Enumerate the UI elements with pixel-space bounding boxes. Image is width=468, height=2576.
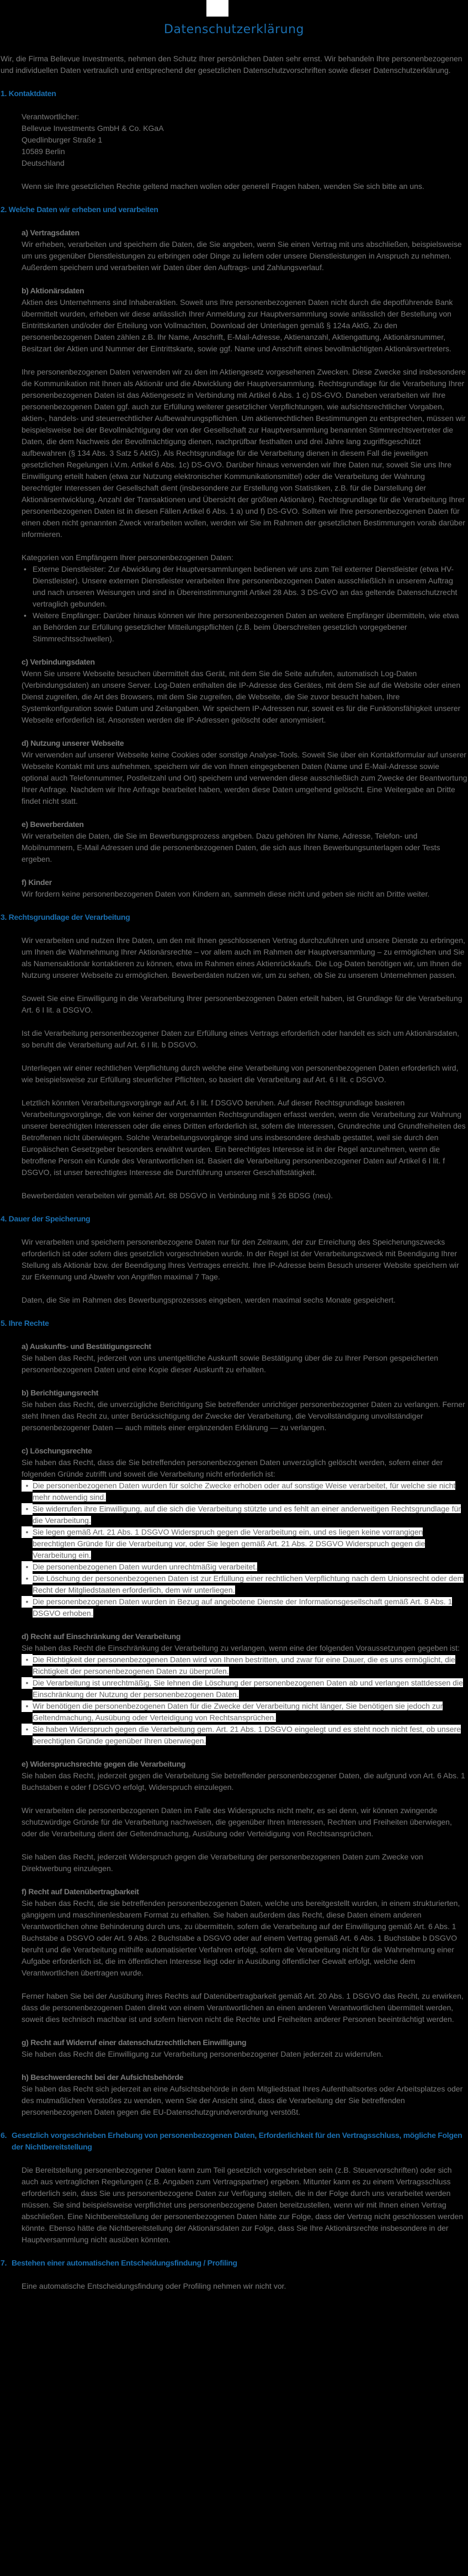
subsection-text: Sie haben das Recht, dass die Sie betreffenden personenbezogenen Daten unverzüglich gelöscht werden, sofern einer der folgenden Gründe zutrifft und soweit die Verarbeitung nicht erforderlich ist: xyxy=(22,1458,443,1478)
bullet-icon: • xyxy=(22,1561,33,1573)
bullet-icon: • xyxy=(22,1596,33,1608)
subsection-connection-data xyxy=(22,656,467,726)
contact-line: Quedlinburger Straße 1 xyxy=(22,135,103,144)
list-item: • Sie haben Widerspruch gegen die Verarbeitung gem. Art. 21 Abs. 1 DSGVO eingelegt und es steht noch nicht fest, ob unsere berechtigten Gründe gegenüber Ihren überwiegen. xyxy=(33,1724,467,1747)
paragraph: Soweit Sie eine Einwilligung in die Verarbeitung Ihrer personenbezogenen Daten erteilt haben, ist Grundlage für die Verarbeitung Art. 6 I lit. a DSGVO. xyxy=(22,994,462,1014)
paragraph: Eine automatische Entscheidungsfindung oder Profiling nehmen wir nicht vor. xyxy=(22,2282,286,2290)
recipients-label: Kategorien von Empfängern Ihrer personenbezogenen Daten: xyxy=(22,553,233,562)
section-heading-profiling xyxy=(1,2257,467,2269)
bullet-icon: • xyxy=(24,611,26,620)
bullet-icon: • xyxy=(22,1480,33,1492)
right-complaint xyxy=(22,2072,467,2118)
subsection-text: Wir fordern keine personenbezogenen Daten von Kindern an, sammeln diese nicht und geben sie nicht an Dritte weiter. xyxy=(22,889,430,898)
subsection-title: h) Beschwerderecht bei der Aufsichtsbehörde xyxy=(22,2073,184,2082)
right-withdraw-consent xyxy=(22,2037,467,2060)
section-statutory xyxy=(1,2164,467,2246)
subsection-title: c) Verbindungsdaten xyxy=(22,657,95,666)
contact-line: Deutschland xyxy=(22,159,65,167)
section-heading-rights: 5. Ihre Rechte xyxy=(1,1319,49,1327)
list-item: • Externe Dienstleister: Zur Abwicklung der Hauptversammlungen bedienen wir uns zum Teil externer Dienstleister (etwa HV-Dienstleister). Unsere externen Dienstleister verarbeiten Ihre personenbezogenen Daten ausschließlich in unserem Auftrag und nach unseren Weisungen und sind in Übereinstimmungmit Artikel 28 Abs. 3 DS-GVO an das geltende Datenschutzrecht vertraglich gebunden. xyxy=(24,565,458,608)
list-item: • Die Löschung der personenbezogenen Daten ist zur Erfüllung einer rechtlichen Verpflichtung nach dem Unionsrecht oder dem Recht der Mitgliedstaaten erforderlich, dem wir unterliegen. xyxy=(33,1573,467,1596)
subsection-title: e) Bewerberdaten xyxy=(22,820,84,829)
subsection-text: Wir verarbeiten die personenbezogenen Daten im Falle des Widerspruchs nicht mehr, es sei denn, wir können zwingende schutzwürdige Gründe für die Verarbeitung nachweisen, die gegenüber Ihren Interessen, Rechten und Freiheiten überwiegen, oder die Verarbeitung dient der Geltendmachung, Ausübung oder Verteidigung von Rechtsansprüchen. xyxy=(22,1806,452,1838)
paragraph: Wir verarbeiten und speichern personenbezogene Daten nur für den Zeitraum, der zur Erreichung des Speicherungszwecks erforderlich ist oder sofern dies gesetzlich vorgeschrieben wurde. In der Regel ist der Verarbeitungszweck mit Beendigung Ihrer Stellung als Aktionär bzw. der Beendigung Ihres Vertrages erreicht. Ihre IP-Adresse beim Besuch unserer Website speichern wir zur Erkennung und Abwehr von Angriffen maximal 7 Tage. xyxy=(22,1237,459,1281)
section-heading-legal-basis: 3. Rechtsgrundlage der Verarbeitung xyxy=(1,913,130,921)
contact-line: Bellevue Investments GmbH & Co. KGaA xyxy=(22,124,164,133)
subsection-text: Sie haben das Recht, jederzeit von uns unentgeltliche Auskunft sowie Bestätigung über die zu Ihrer Person gespeicherten personenbezogenen Daten und eine Kopie dieser Auskunft zu erhalten. xyxy=(22,1353,438,1374)
restriction-conditions-list xyxy=(22,1654,467,1747)
list-item: • Sie widerrufen ihre Einwilligung, auf die sich die Verarbeitung stützte und es fehlt an einer anderweitigen Rechtsgrundlage für die Verarbeitung. xyxy=(33,1503,467,1526)
contact-line: Verantwortlicher: xyxy=(22,112,79,121)
subsection-title: a) Vertragsdaten xyxy=(22,228,79,237)
subsection-text: Wir verwenden auf unserer Webseite keine Cookies oder sonstige Analyse-Tools. Soweit Sie über ein Kontaktformular auf unserer Webseite Kontakt mit uns aufnehmen, speichern wir die von Ihnen eingegebenen Daten (Name und E-Mail-Adresse sowie optional auch Telefonnummer, Postleitzahl und Ort) speichern und verwenden diese ausschließlich zum Zwecke der Beantwortung Ihrer Anfrage. Nachdem wir Ihre Anfrage bearbeitet haben, werden diese Daten umgehend gelöscht. Eine Weitergabe an Dritte findet nicht statt. xyxy=(22,750,467,805)
subsection-contract-data xyxy=(22,227,467,273)
paragraph: Unterliegen wir einer rechtlichen Verpflichtung durch welche eine Verarbeitung von personenbezogenen Daten erforderlich wird, wie beispielsweise zur Erfüllung steuerlicher Pflichten, so basiert die Verarbeitung auf Art. 6 I lit. c DSGVO. xyxy=(22,1063,459,1084)
intro-paragraph: Wir, die Firma Bellevue Investments, nehmen den Schutz Ihrer persönlichen Daten sehr ernst. Wir behandeln Ihre personenbezogenen und individuellen Daten vertraulich und entsprechend der gesetzlichen Datenschutzvorschriften sowie dieser Datenschutzerklärung. xyxy=(1,54,462,75)
subsection-text: Sie haben das Recht die Einschränkung der Verarbeitung zu verlangen, wenn eine der folgenden Voraussetzungen gegeben ist: xyxy=(22,1643,460,1652)
paragraph: Bewerberdaten verarbeiten wir gemäß Art. 88 DSGVO in Verbindung mit § 26 BDSG (neu). xyxy=(22,1191,333,1200)
paragraph: Letztlich könnten Verarbeitungsvorgänge auf Art. 6 I lit. f DSGVO beruhen. Auf dieser Rechtsgrundlage basieren Verarbeitungsvorgänge, die von keiner der vorgenannten Rechtsgrundlagen erfasst werden, wenn die Verarbeitung zur Wahrung unserer berechtigten Interessen oder die eines Dritten erforderlich ist, sofern die Interessen, Grundrechte und Grundfreiheiten des Betroffenen nicht überwiegen. Solche Verarbeitungsvorgänge sind uns insbesondere deshalb gestattet, weil sie durch den Europäischen Gesetzgeber besonders erwähnt wurden. Ein berechtigtes Interesse ist in der Regel anzunehmen, wenn die betroffene Person ein Kunde des Verantwortlichen ist. Basiert die Verarbeitung personenbezogener Daten auf Artikel 6 I lit. f DSGVO, ist unser berechtigtes Interesse die Durchführung unserer Geschäftstätigkeit. xyxy=(22,1098,466,1177)
subsection-title: f) Kinder xyxy=(22,878,52,887)
list-item: • Weitere Empfänger: Darüber hinaus können wir Ihre personenbezogenen Daten an weitere Empfänger übermitteln, wie etwa an Behörden zur Erfüllung gesetzlicher Mitteilungspflichten (z.B. beim Überschreiten gesetzlich vorgegebener Stimmrechtsschwellen). xyxy=(24,611,459,643)
bullet-icon: • xyxy=(22,1526,33,1538)
subsection-text: Wenn Sie unsere Webseite besuchen übermittelt das Gerät, mit dem Sie die Seite aufrufen, automatisch Log-Daten (Verbindungsdaten) an unsere Server. Log-Daten enthalten die IP-Adresse des Gerätes, mit dem Sie auf die Website oder einen Dienst zugreifen, die Art des Browsers, mit dem Sie zugreifen, die Webseite, die Sie zuvor besucht haben, Ihre Systemkonfiguration sowie Datum und Zeitangaben. Wir speichern IP-Adressen nur, soweit es für die Funktionsfähigkeit unserer Webseite erforderlich ist. Ansonsten werden die IP-Adressen gelöscht oder anonymisiert. xyxy=(22,669,461,724)
section-heading-contact: 1. Kontaktdaten xyxy=(1,89,56,98)
list-item: • Die Verarbeitung ist unrechtmäßig, Sie lehnen die Löschung der personenbezogenen Daten ab und verlangen stattdessen die Einschränkung der Nutzung der personenbezogenen Daten. xyxy=(33,1677,467,1700)
subsection-text: Sie haben das Recht die Einwilligung zur Verarbeitung personenbezogener Daten jederzeit zu widerrufen. xyxy=(22,2050,384,2058)
list-item: • Die personenbezogenen Daten wurden unrechtmäßig verarbeitet. xyxy=(33,1561,467,1573)
subsection-text: Ferner haben Sie bei der Ausübung ihres Rechts auf Datenübertragbarkeit gemäß Art. 20 Abs. 1 DSGVO das Recht, zu erwirken, dass die personenbezogenen Daten direkt von einem Verantwortlichen an einen anderen Verantwortlichen übermittelt werden, soweit dies technisch machbar ist und sofern hiervon nicht die Rechte und Freiheiten anderer Personen beeinträchtigt werden. xyxy=(22,1992,464,2024)
subsection-title: c) Löschungsrechte xyxy=(22,1446,92,1455)
subsection-text: Wir verarbeiten die Daten, die Sie im Bewerbungsprozess angeben. Dazu gehören Ihr Name, Adresse, Telefon- und Mobilnummern, E-Mail Adressen und die personenbezogenen Daten, die sich aus Ihren Bewerbungsunterlagen oder Tests ergeben. xyxy=(22,831,440,863)
bullet-icon: • xyxy=(22,1573,33,1584)
subsection-text: Sie haben das Recht, die unverzügliche Berichtigung Sie betreffender unrichtiger personenbezogener Daten zu verlangen. Ferner steht Ihnen das Recht zu, unter Berücksichtigung der Zwecke der Verarbeitung, die Vervollständigung unvollständiger personenbezogener Daten — auch mittels einer ergänzenden Erklärung — zu verlangen. xyxy=(22,1400,465,1432)
bullet-icon: • xyxy=(24,565,26,573)
paragraph: Daten, die Sie im Rahmen des Bewerbungsprozesses eingeben, werden maximal sechs Monate gespeichert. xyxy=(22,1295,396,1304)
bullet-icon: • xyxy=(22,1503,33,1515)
subsection-shareholder-data xyxy=(22,285,467,645)
subsection-title: b) Berichtigungsrecht xyxy=(22,1388,99,1397)
right-information xyxy=(22,1341,467,1376)
list-item: • Sie legen gemäß Art. 21 Abs. 1 DSGVO Widerspruch gegen die Verarbeitung ein, und es liegen keine vorrangigen berechtigten Gründe für die Verarbeitung vor, oder Sie legen gemäß Art. 21 Abs. 2 DSGVO Widerspruch gegen die Verarbeitung ein. xyxy=(33,1526,467,1561)
right-rectification xyxy=(22,1387,467,1434)
bullet-icon: • xyxy=(22,1700,33,1712)
section-data xyxy=(1,227,467,900)
right-portability xyxy=(22,1886,467,2025)
subsection-title: f) Recht auf Datenübertragbarkeit xyxy=(22,1887,139,1896)
subsection-title: d) Nutzung unserer Webseite xyxy=(22,739,124,747)
list-item: • Wir benötigen die personenbezogenen Daten für die Zwecke der Verarbeitung nicht länger, Sie benötigen sie jedoch zur Geltendmachung, Ausübung oder Verteidigung von Rechtsansprüchen. xyxy=(33,1700,467,1724)
erasure-reasons-list xyxy=(22,1480,467,1619)
subsection-website-usage xyxy=(22,737,467,807)
recipients-list xyxy=(22,563,467,645)
list-item: • Die personenbezogenen Daten wurden für solche Zwecke erhoben oder auf sonstige Weise verarbeitet, für welche sie nicht mehr notwendig sind. xyxy=(33,1480,467,1503)
subsection-text: Wir erheben, verarbeiten und speichern die Daten, die Sie angeben, wenn Sie einen Vertrag mit uns abschließen, beispielsweise um uns gegenüber Dienstleistungen zu erbringen oder Dinge zu liefern oder unsere Dienstleistungen in Anspruch zu nehmen. Außerdem speichern und verarbeiten wir Daten über den Auftrags- und Zahlungsverlauf. xyxy=(22,240,462,272)
subsection-title: d) Recht auf Einschränkung der Verarbeitung xyxy=(22,1632,181,1641)
right-erasure xyxy=(22,1445,467,1619)
list-item: • Die Richtigkeit der personenbezogenen Daten wird von Ihnen bestritten, und zwar für eine Dauer, die es uns ermöglicht, die Richtigkeit der personenbezogenen Daten zu überprüfen. xyxy=(33,1654,467,1677)
subsection-applicant-data xyxy=(22,819,467,865)
section-legal-basis xyxy=(1,935,467,1202)
subsection-text: Sie haben das Recht, jederzeit Widerspruch gegen die Verarbeitung der personenbezogenen Daten zum Zwecke von Direktwerbung einzulegen. xyxy=(22,1852,423,1873)
right-restriction xyxy=(22,1631,467,1747)
contact-address xyxy=(22,111,467,169)
bullet-icon: • xyxy=(22,1677,33,1689)
section-heading-storage-duration: 4. Dauer der Speicherung xyxy=(1,1214,91,1223)
section-heading-text: Gesetzlich vorgeschrieben Erhebung von personenbezogenen Daten, Erforderlichkeit für den Vertragsschluss, mögliche Folgen der Nichtbereitstellung xyxy=(12,2131,462,2151)
list-item: • Die personenbezogenen Daten wurden in Bezug auf angebotene Dienste der Informationsgesellschaft gemäß Art. 8 Abs. 1 DSGVO erhoben. xyxy=(33,1596,467,1619)
right-objection xyxy=(22,1758,467,1874)
paragraph: Ist die Verarbeitung personenbezogener Daten zur Erfüllung eines Vertrags erforderlich oder handelt es sich um Aktionärsdaten, so beruht die Verarbeitung auf Art. 6 I lit. b DSGVO. xyxy=(22,1029,460,1049)
section-contact xyxy=(1,111,467,192)
subsection-text: Sie haben das Recht sich jederzeit an eine Aufsichtsbehörde in dem Mitgliedstaat Ihres Aufenthaltsortes oder Arbeitsplatzes oder des mutmaßlichen Verstoßes zu wenden, wenn Sie der Ansicht sind, dass die Verarbeitung der Sie betreffenden personenbezogenen Daten gegen die EU-Datenschutzgrundverordnung verstößt. xyxy=(22,2084,463,2116)
contact-note: Wenn sie Ihre gesetzlichen Rechte geltend machen wollen oder generell Fragen haben, wenden Sie sich bitte an uns. xyxy=(22,182,424,191)
section-heading-statutory xyxy=(1,2130,467,2153)
bullet-icon: • xyxy=(22,1724,33,1735)
subsection-text: Sie haben das Recht, die sie betreffenden personenbezogenen Daten, welche uns bereitgestellt wurden, in einem strukturierten, gängigem und maschinenlesbarem Format zu erhalten. Sie haben außerdem das Recht, diese Daten einem anderen Verantwortlichen ohne Behinderung durch uns, zu übermitteln, sofern die Verarbeitung auf der Einwilligung gemäß Art. 6 Abs. 1 Buchstabe a DSGVO oder Art. 9 Abs. 2 Buchstabe a DSGVO oder auf einem Vertrag gemäß Art. 6 Abs. 1 Buchstabe b DSGVO beruht und die Verarbeitung mithilfe automatisierter Verfahren erfolgt, sofern die Verarbeitung nicht für die Wahrnehmung einer Aufgabe erforderlich ist, die im öffentlichen Interesse liegt oder in Ausübung öffentlicher Gewalt erfolgt, welche dem Verantwortlichen übertragen wurde. xyxy=(22,1899,460,1977)
contact-line: 10589 Berlin xyxy=(22,147,65,156)
page-title: Datenschutzerklärung xyxy=(164,23,304,36)
section-heading-data: 2. Welche Daten wir erheben und verarbeiten xyxy=(1,205,158,214)
section-storage-duration xyxy=(1,1236,467,1306)
subsection-children xyxy=(22,877,467,900)
section-number: 7. xyxy=(1,2258,7,2267)
subsection-title: g) Recht auf Widerruf einer datenschutzrechtlichen Einwilligung xyxy=(22,2038,247,2047)
paragraph: Wir verarbeiten und nutzen Ihre Daten, um den mit Ihnen geschlossenen Vertrag durchzuführen und unsere Dienste zu erbringen, um Ihnen die Wahrnehmung Ihrer Aktionärsrechte – vor allem auch im Rahmen der Hauptversammlung – zu ermöglichen und Sie als Namensaktionär kontaktieren zu können, etwa im Rahmen eines Aktienrückkaufs. Die Log-Daten benötigen wir, um Ihnen die Nutzung unserer Webseite zu ermöglichen. Bewerberdaten nutzen wir, um zu sehen, ob Sie zu unserem Unternehmen passen. xyxy=(22,936,465,979)
subsection-title: a) Auskunfts- und Bestätigungsrecht xyxy=(22,1342,151,1351)
bullet-icon: • xyxy=(22,1654,33,1666)
section-heading-text: Bestehen einer automatischen Entscheidungsfindung / Profiling xyxy=(12,2258,237,2267)
section-profiling xyxy=(1,2280,467,2292)
subsection-text: Aktien des Unternehmens sind Inhaberaktien. Soweit uns Ihre personenbezogenen Daten nicht durch die depotführende Bank übermittelt wurden, erheben wir diese anlässlich Ihrer Anmeldung zur Hauptversammlung sowie anlässlich der Bestellung von Eintrittskarten und/oder der Erteilung von Vollmachten, Download der Unterlagen gemäß § 124a AktG, Zu den personenbezogenen Daten zählen z.B. Ihr Name, Anschrift, E-Mail-Adresse, Aktienanzahl, Aktiengattung, Aktionärsnummer, Besitzart der Aktien und Nummer der Eintrittskarte, sowie ggf. Name und Anschrift eines bevollmächtigten Aktionärsvertreters. xyxy=(22,298,453,353)
section-rights xyxy=(1,1341,467,2118)
section-number: 6. xyxy=(1,2131,7,2140)
page-bottom-spacer xyxy=(1,2292,467,2408)
subsection-text: Sie haben das Recht, jederzeit gegen die Verarbeitung Sie betreffender personenbezogener Daten, die aufgrund von Art. 6 Abs. 1 Buchstaben e oder f DSGVO erfolgt, Widerspruch einzulegen. xyxy=(22,1771,465,1792)
logo-placeholder xyxy=(206,0,228,17)
subsection-title: e) Widerspruchsrechte gegen die Verarbeitung xyxy=(22,1760,186,1768)
subsection-text: Ihre personenbezogenen Daten verwenden wir zu den im Aktiengesetz vorgesehenen Zwecken. Diese Zwecke sind insbesondere die Kommunikation mit Ihnen als Aktionär und die Abwicklung der Hauptversammlung. Rechtsgrundlage für die Verarbeitung Ihrer personenbezogenen Daten ist das Aktiengesetz in Verbindung mit Artikel 6 Abs. 1 c) DS-GVO. Daneben verarbeiten wir Ihre personenbezogenen Daten ggf. auch zur Erfüllung weiterer gesetzlicher Verpflichtungen, wie aufsichtsrechtlicher Vorgaben, aktien-, handels- und steuerrechtlicher Aufbewahrungspflichten. Um aktienrechtlichen Bestimmungen zu entsprechen, müssen wir beispielsweise bei der Bevollmächtigung der von der Gesellschaft zur Hauptversammlung benannten Stimmrechtsvertreter die Daten, die dem Nachweis der Bevollmächtigung dienen, nachprüfbar festhalten und drei Jahre lang zugriffsgeschützt aufbewahren (§ 134 Abs. 3 Satz 5 AktG). Als Rechtsgrundlage für die Verarbeitung dienen in diesem Fall die jeweiligen gesetzlichen Regelungen i.V.m. Artikel 6 Abs. 1c) DS-GVO. Darüber hinaus verwenden wir Ihre Daten nur, soweit Sie uns Ihre Einwilligung erteilt haben (etwa zur Nutzung elektronischer Kommunikationsmittel) oder die Verarbeitung der Wahrung berechtigter Interessen der Gesellschaft dient (insbesondere zur Erstellung von Statistiken, z.B. für die Darstellung der Aktionärsentwicklung, Anzahl der Transaktionen und Übersicht der größten Aktionäre). Rechtsgrundlage für die Verarbeitung Ihrer personenbezogenen Daten ist in diesen Fällen Artikel 6 Abs. 1 a) und f) DS-GVO. Sollten wir Ihre personenbezogenen Daten für einen oben nicht genannten Zweck verarbeiten wollen, werden wir Sie im Rahmen der gesetzlichen Bestimmungen vorab darüber informieren. xyxy=(22,367,466,539)
paragraph: Die Bereitstellung personenbezogener Daten kann zum Teil gesetzlich vorgeschrieben sein (z.B. Steuervorschriften) oder sich auch aus vertraglichen Regelungen (z.B. Angaben zum Vertragspartner) ergeben. Mitunter kann es zu einem Vertragsschluss erforderlich sein, dass Sie uns personenbezogene Daten zur Verfügung stellen, die in der Folge durch uns verarbeitet werden müssen. Sie sind beispielsweise verpflichtet uns personenbezogene Daten bereitzustellen, wenn wir mit Ihnen einen Vertrag abschließen. Eine Nichtbereitstellung der personenbezogenen Daten hätte zur Folge, dass der Vertrag nicht geschlossen werden könnte. Ebenso hätte die Nichtbereitstellung der Aktionärsdaten zur Folge, dass Sie Ihre Aktionärsrechte insbesondere in der Hauptversammlung nicht ausüben könnten. xyxy=(22,2166,464,2244)
subsection-title: b) Aktionärsdaten xyxy=(22,286,84,295)
